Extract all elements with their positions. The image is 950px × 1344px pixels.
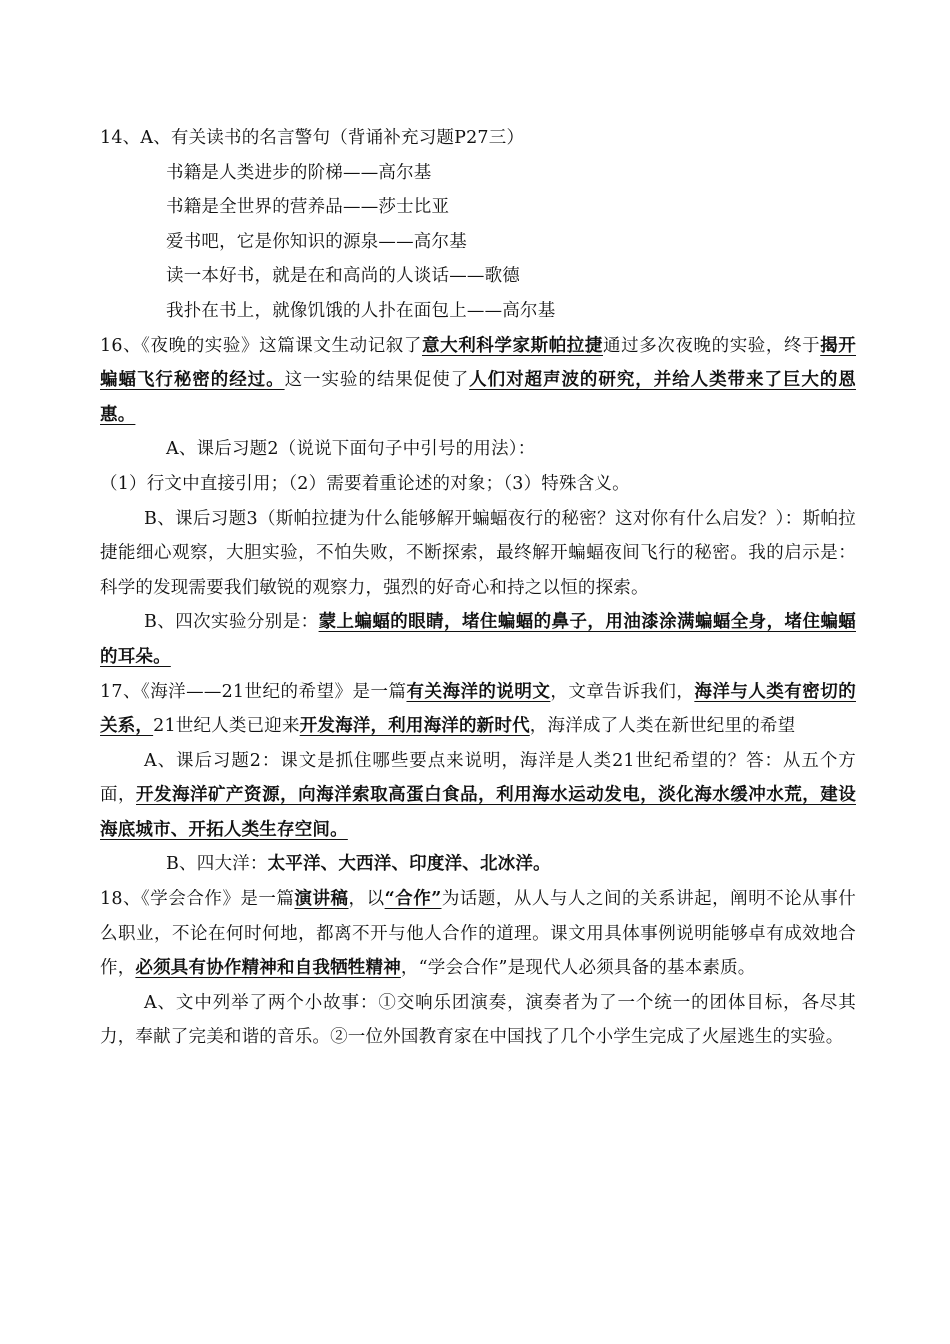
q18-text-4: ，“学会合作”是现代人必须具备的基本素质。 (400, 958, 756, 979)
q18-topic: “合作” (384, 889, 442, 910)
q17-a-text: A、课后习题2：课文是抓住哪些要点来说明，海洋是人类21世纪希望的？答：从五个方面， (100, 750, 856, 806)
q18-text-1: 18、《学会合作》是一篇 (100, 889, 295, 910)
q14-quote-1: 书籍是人类进步的阶梯——高尔基 (166, 162, 432, 183)
q17-b-paragraph (100, 847, 856, 882)
q16-b2-paragraph (100, 605, 856, 674)
q16-b-paragraph: B、课后习题3（斯帕拉捷为什么能够解开蝙蝠夜行的秘密？这对你有什么启发？）：斯帕拉捷能细心观察，大胆实验，不怕失败，不断探索，最终解开蝙蝠夜间飞行的秘密。我的启示是：科学的发现需要我们敏锐的观察力，强烈的好奇心和持之以恒的探索。 (100, 508, 856, 598)
q17-b-answer: 太平洋、大西洋、印度洋、北冰洋。 (267, 854, 551, 875)
q14-heading: 14、A、有关读书的名言警句（背诵补充习题P27三） (100, 128, 525, 148)
q16-text-2: 通过多次夜晚的实验，终于 (603, 335, 821, 356)
q17-b-label: B、四大洋： (166, 854, 268, 875)
q17-a-paragraph (100, 744, 856, 848)
q14-quote-5: 我扑在书上，就像饥饿的人扑在面包上——高尔基 (166, 300, 556, 321)
q18-genre: 演讲稿 (294, 889, 349, 910)
q17-text-4: ，海洋成了人类在新世纪里的希望 (529, 716, 796, 737)
q17-text-2: ，文章告诉我们， (550, 681, 695, 702)
q17-a-answer: 开发海洋矿产资源，向海洋索取高蛋白食品，利用海水运动发电，淡化海水缓冲水荒，建设海底城市、开拓人类生存空间。 (100, 785, 856, 840)
q14-quote-3: 爱书吧，它是你知识的源泉——高尔基 (166, 231, 467, 252)
q18-a-paragraph: A、文中列举了两个小故事：①交响乐团演奏，演奏者为了一个统一的团体目标，各尽其力，奉献了完美和谐的音乐。②一位外国教育家在中国找了几个小学生完成了火屋逃生的实验。 (100, 992, 856, 1048)
q16-text-1: 16、《夜晚的实验》这篇课文生动记叙了 (100, 335, 422, 356)
q18-paragraph (100, 882, 856, 986)
q16-text-3: 这一实验的结果促使了 (284, 370, 470, 391)
q17-text-1: 17、《海洋——21世纪的希望》是一篇 (100, 681, 407, 702)
q17-new-era: 开发海洋，利用海洋的新时代 (299, 716, 530, 737)
q17-paragraph (100, 675, 856, 744)
q17-relation: 海洋与人类有密切的关系， (100, 681, 856, 737)
q16-b2-answer: 蒙上蝙蝠的眼睛，堵住蝙蝠的鼻子，用油漆涂满蝙蝠全身，堵住蝙蝠的耳朵。 (100, 612, 856, 667)
q16-a-label: A、课后习题2（说说下面句子中引号的用法）： (166, 439, 536, 460)
q16-paragraph (100, 329, 856, 433)
q16-result: 人们对超声波的研究，并给人类带来了巨大的恩惠。 (100, 370, 857, 425)
q16-a-answer: （1）行文中直接引用；（2）需要着重论述的对象；（3）特殊含义。 (100, 473, 630, 494)
q14-quote-2: 书籍是全世界的营养品——莎士比亚 (166, 197, 450, 218)
q18-text-3: 为话题，从人与人之间的关系讲起，阐明不论从事什么职业，不论在何时何地，都离不开与他人合作的道理。课文用具体事例说明能够卓有成效地合作， (100, 889, 856, 979)
q16-b2-label: B、四次实验分别是： (144, 612, 319, 633)
q18-text-2: ，以 (348, 889, 385, 910)
q14-quote-4: 读一本好书，就是在和高尚的人谈话——歌德 (166, 266, 520, 287)
q18-spirit: 必须具有协作精神和自我牺牲精神 (135, 958, 401, 979)
document-body (100, 121, 856, 1055)
q16-scientist: 意大利科学家斯帕拉捷 (422, 335, 603, 356)
q17-text-3: 21世纪人类已迎来 (153, 716, 300, 737)
q16-secret: 揭开蝙蝠飞行秘密的经过。 (100, 335, 856, 391)
q17-genre: 有关海洋的说明文 (406, 681, 551, 702)
